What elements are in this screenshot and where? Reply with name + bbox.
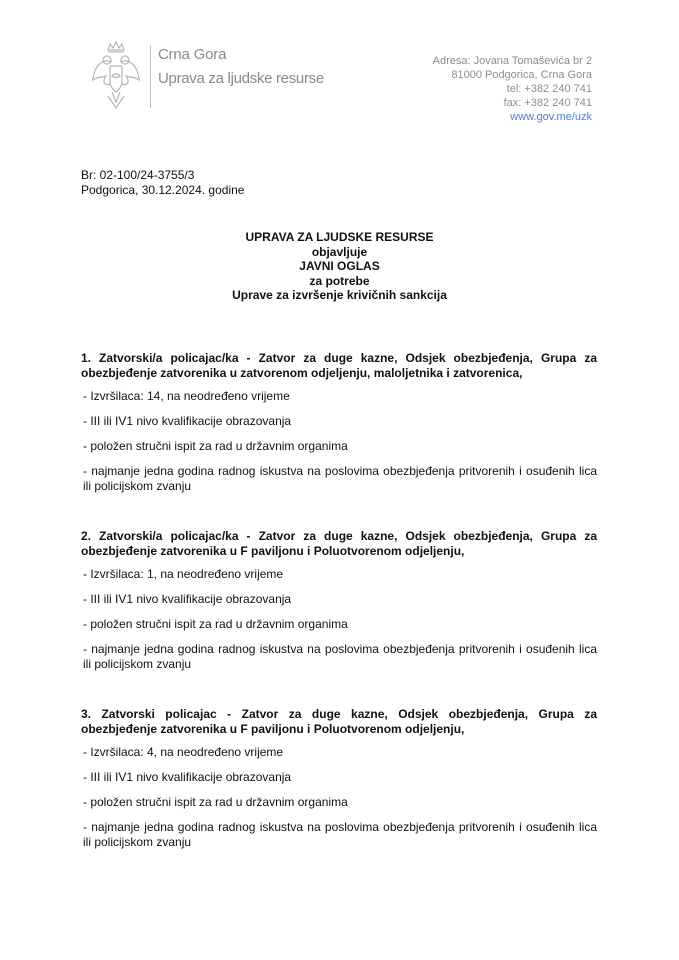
title-line-2: objavljuje	[311, 244, 368, 259]
position-heading: 3. Zatvorski policajac - Zatvor za duge kazne, Odsjek obezbjeđenja, Grupa za obezbjeđenje zatvorenika u F paviljonu i Poluotvorenom odjeljenju,	[81, 707, 597, 736]
institution-name: Uprava za ljudske resurse	[158, 70, 324, 87]
position-section-3	[81, 707, 597, 860]
contact-info	[433, 54, 592, 124]
position-requirement: - položen stručni ispit za rad u državnim organima	[83, 439, 348, 453]
position-section-2	[81, 529, 597, 682]
title-line-1: UPRAVA ZA LJUDSKE RESURSE	[245, 230, 434, 244]
position-requirement: - najmanje jedna godina radnog iskustva na poslovima obezbjeđenja pritvorenih i osuđenih lica ili policijskom zvanju	[83, 820, 597, 849]
place-date: Podgorica, 30.12.2024. godine	[81, 182, 245, 197]
title-line-3: JAVNI OGLAS	[299, 259, 380, 273]
position-requirement: - najmanje jedna godina radnog iskustva na poslovima obezbjeđenja pritvorenih i osuđenih lica ili policijskom zvanju	[83, 464, 597, 493]
position-requirement: - položen stručni ispit za rad u državnim organima	[83, 795, 348, 809]
coat-of-arms-icon	[90, 40, 142, 112]
logo-separator	[150, 46, 151, 108]
address-line-2: 81000 Podgorica, Crna Gora	[451, 69, 592, 81]
address-line-1: Adresa: Jovana Tomaševića br 2	[432, 55, 592, 67]
position-requirement: - Izvršilaca: 4, na neodređeno vrijeme	[83, 745, 284, 759]
position-requirement: - III ili IV1 nivo kvalifikacije obrazovanja	[83, 414, 292, 428]
position-heading: 2. Zatvorski/a policajac/ka - Zatvor za duge kazne, Odsjek obezbjeđenja, Grupa za obezbjeđenje zatvorenika u F paviljonu i Poluotvorenom odjeljenju,	[81, 529, 597, 558]
position-requirement: - III ili IV1 nivo kvalifikacije obrazovanja	[83, 770, 292, 784]
title-line-4: za potrebe	[309, 273, 370, 288]
website-link[interactable]: www.gov.me/uzk	[510, 111, 592, 123]
position-requirement: - Izvršilaca: 14, na neodređeno vrijeme	[83, 389, 290, 403]
fax: fax: +382 240 741	[503, 97, 592, 109]
position-requirement: - III ili IV1 nivo kvalifikacije obrazovanja	[83, 592, 292, 606]
title-line-5: Uprave za izvršenje krivičnih sankcija	[232, 288, 447, 302]
position-requirement: - položen stručni ispit za rad u državnim organima	[83, 617, 348, 631]
position-heading: 1. Zatvorski/a policajac/ka - Zatvor za duge kazne, Odsjek obezbjeđenja, Grupa za obezbjeđenje zatvorenika u zatvorenom odjeljenju, maloljetnika i zatvorenica,	[81, 351, 597, 380]
reference-number: Br: 02-100/24-3755/3	[81, 168, 195, 182]
country-name: Crna Gora	[158, 46, 227, 63]
telephone: tel: +382 240 741	[506, 83, 592, 95]
announcement-title	[0, 230, 679, 303]
position-requirement: - Izvršilaca: 1, na neodređeno vrijeme	[83, 567, 284, 581]
header-logo-block	[90, 40, 330, 120]
reference-block	[81, 168, 244, 197]
position-requirement: - najmanje jedna godina radnog iskustva na poslovima obezbjeđenja pritvorenih i osuđenih lica ili policijskom zvanju	[83, 642, 597, 671]
position-section-1	[81, 351, 597, 504]
